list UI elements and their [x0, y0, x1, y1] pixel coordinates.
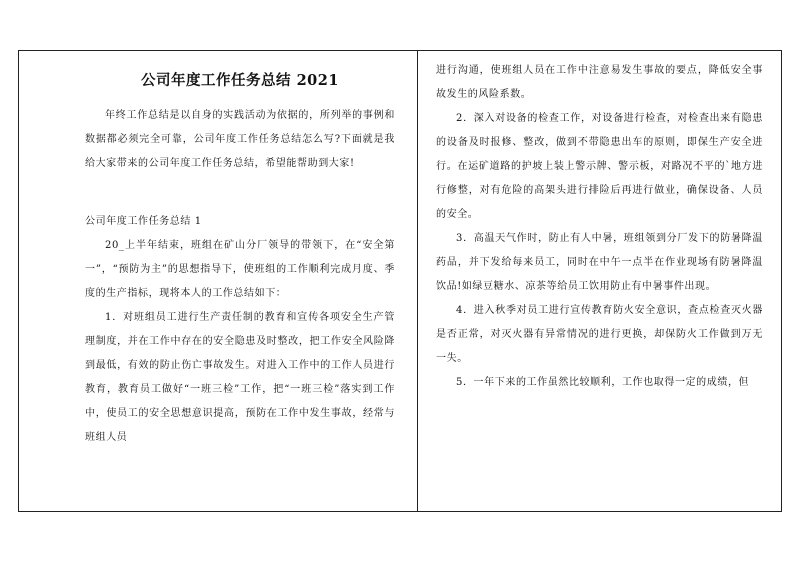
section-heading: 公司年度工作任务总结 1 [85, 216, 202, 227]
body-paragraph: 进行沟通，使班组人员在工作中注意易发生事故的要点，降低安全事故发生的风险系数。 [436, 65, 763, 100]
intro-paragraph: 年终工作总结是以自身的实践活动为依据的，所列举的事例和数据都必须完全可靠，公司年度工作任务总结怎么写?下面就是我给大家带来的公司年度工作任务总结，希望能帮助到大家! [85, 110, 395, 169]
body-paragraph: 4．进入秋季对员工进行宣传教育防火安全意识，查点检查灭火器是否正常，对灭火器有异常情况的进行更换，却保防火工作做到万无一失。 [436, 305, 763, 364]
body-paragraph: 20_上半年结束，班组在矿山分厂领导的带领下，在“安全第一”，“预防为主”的思想指导下，使班组的工作顺利完成月度、季度的生产指标，现将本人的工作总结如下： [85, 240, 395, 299]
left-column [19, 51, 417, 450]
document-page [18, 50, 782, 512]
right-column [418, 51, 781, 395]
body-paragraph: 2．深入对设备的检查工作，对设备进行检查，对检查出来有隐患的设备及时报修、整改，做到不带隐患出车的原则，即保生产安全进行。在运矿道路的护坡上装上警示牌、警示板，对路况不平的`地方进行修整，对有危险的高架头进行排险后再进行做业，确保设备、人员的安全。 [436, 113, 763, 220]
body-paragraph: 3．高温天气作时，防止有人中暑，班组领到分厂发下的防暑降温药品，并下发给每来员工，同时在中午一点半在作业现场有防暑降温饮品!如绿豆糖水、凉茶等给员工饮用防止有中暑事件出现。 [436, 233, 763, 292]
document-title: 公司年度工作任务总结 2021 [141, 72, 339, 89]
body-paragraph: 1．对班组员工进行生产责任制的教育和宣传各项安全生产管理制度，并在工作中存在的安全隐患及时整改，把工作安全风险降到最低，有效的防止伤亡事故发生。对进入工作中的工作人员进行教育，教育员工做好“一班三检”工作，把“一班三检”落实到工作中，使员工的安全思想意识提高，预防在工作中发生事故，经常与班组人员 [85, 312, 395, 443]
body-paragraph: 5．一年下来的工作虽然比较顺利，工作也取得一定的成绩，但 [456, 377, 750, 388]
